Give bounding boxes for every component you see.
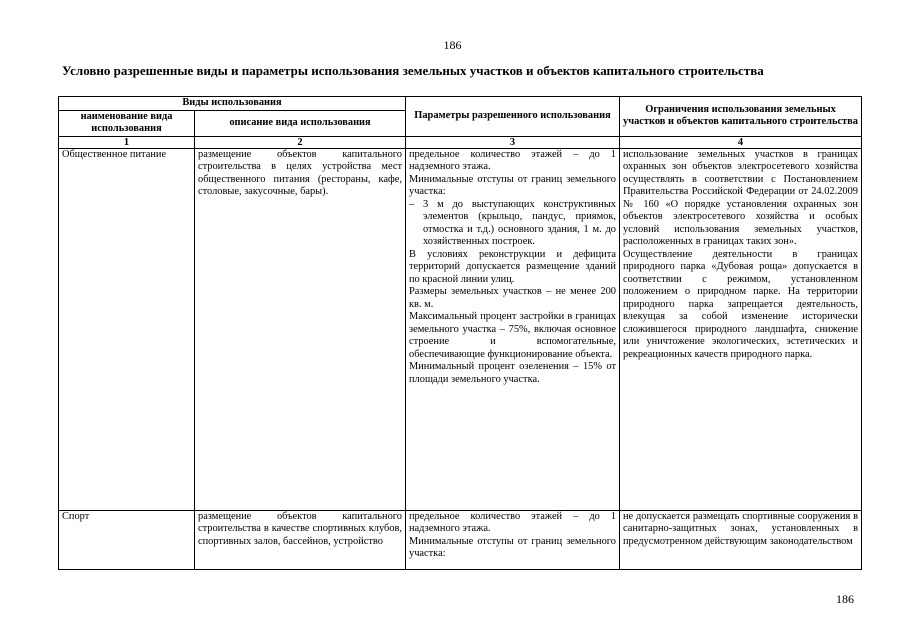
header-group-usage-types: Виды использования [59,97,406,111]
table-row [59,510,862,569]
table-row [59,148,862,510]
usage-description-cell: размещение объектов капитального строительства в качестве спортивных клубов, спортивных залов, бассейнов, устройство [195,510,406,569]
param-setbacks: Минимальные отступы от границ земельного участка: [409,173,616,197]
header-usage-description: описание вида использования [195,110,406,136]
document-title: Условно разрешенные виды и параметры использования земельных участков и объектов капитального строительства [62,63,764,78]
parameters-cell [406,510,620,569]
param-plot-size: Размеры земельных участков – не менее 200 кв. м. [409,286,616,310]
param-setback-bullet [409,199,616,249]
column-number: 3 [406,136,620,148]
restriction-sanitary-zones: не допускается размещать спортивные сооружения в санитарно-защитных зонах, установленных в предусмотренном действующим законодательством [623,510,858,547]
param-floors: предельное количество этажей – до 1 надземного этажа. [409,510,616,534]
param-min-greenery: Минимальный процент озеленения – 15% от площади земельного участка. [409,361,616,385]
header-permitted-parameters: Параметры разрешенного использования [406,97,620,137]
param-reconstruction: В условиях реконструкции и дефицита территорий допускается размещение зданий по красной линии улиц. [409,248,616,285]
column-number: 1 [59,136,195,148]
page-number-bottom: 186 [836,592,854,606]
column-number: 4 [620,136,862,148]
restrictions-cell [620,510,862,569]
bullet-text: 3 м до выступающих конструктивных элементов (крыльцо, пандус, приямок, отмостка и т.д.) основного здания, 1 м. до хозяйственных построек. [423,198,616,247]
header-usage-restrictions: Ограничения использования земельных участков и объектов капитального строительства [620,97,862,137]
column-number: 2 [195,136,406,148]
restriction-nature-park: Осуществление деятельности в границах природного парка «Дубовая роща» допускается в соответствии с режимом, установленном положением о природном парке. На территории природного парка запрещается деятельность, влекущая за собой изменение исторически сложившегося природного ландшафта, снижение или уничтожение экологических, эстетических и рекреационных качеств природного парка. [623,248,858,360]
land-use-table [58,96,862,570]
restriction-power-zones: использование земельных участков в границах охранных зон объектов электросетевого хозяйства осуществлять в соответствии с Постановлением Правительства Российской Федерации от 24.02.2009 № 160 «О порядке установления охранных зон объектов электросетевого хозяйства и особых условий использования земельных участков, расположенных в границах таких зон». [623,148,858,247]
param-floors: предельное количество этажей – до 1 надземного этажа. [409,148,616,172]
parameters-cell [406,148,620,510]
param-max-coverage: Максимальный процент застройки в границах земельного участка – 75%, включая основное строение и вспомогательные, обеспечивающие функционирование объекта. [409,311,616,360]
header-usage-name: наименование вида использования [59,110,195,136]
restrictions-cell [620,148,862,510]
page-number-top: 186 [443,38,462,52]
usage-name-cell: Общественное питание [59,148,195,510]
usage-description-cell: размещение объектов капитального строительства в целях устройства мест общественного питания (рестораны, кафе, столовые, закусочные, бары). [195,148,406,510]
param-setbacks: Минимальные отступы от границ земельного участка: [409,535,616,559]
usage-name-cell: Спорт [59,510,195,569]
bullet-dash: – [409,198,415,210]
